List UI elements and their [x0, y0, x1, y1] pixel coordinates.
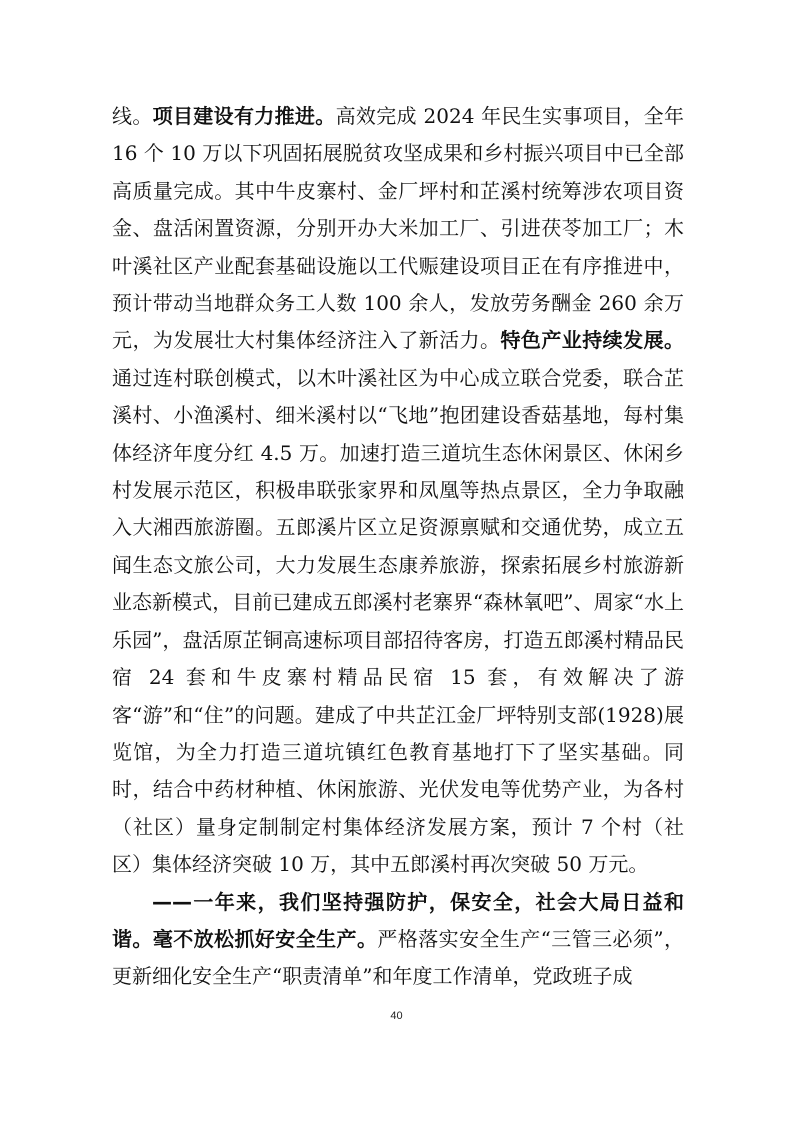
text-run: 通过连村联创模式，以木叶溪社区为中心成立联合党委，联合芷溪村、小渔溪村、细米溪村以“飞地”抱团建设香菇基地，每村集体经济年度分红 4.5 万。加速打造三道坑生态休闲景区、休闲乡村发展示范区，积极串联张家界和凤凰等热点景区，全力争取融入大湘西旅游圈。五郎溪片区立足资源禀赋和交通优势，成立五闻生态文旅公司，大力发展生态康养旅游，探索拓展乡村旅游新业态新模式，目前已建成五郎溪村老寨界“森林氧吧”、周家“水上乐园”，盘活原芷铜高速标项目部招待客房，打造五郎溪村精品民宿 24 套和牛皮寨村精品民宿 15 套，有效解决了游客“游”和“住”的问题。建成了中共芷江金厂坪特别支部(1928)展览馆，为全力打造三道坑镇红色教育基地打下了坚实基础。同时，结合中药材种植、休闲旅游、光伏发电等优势产业，为各村（社区）量身定制制定村集体经济发展方案，预计 7 个村（社区）集体经济突破 10 万，其中五郎溪村再次突破 50 万元。: [112, 365, 684, 877]
text-run: 严格落实安全生产“三管三必须”，更新细化安全生产“职责清单”和年度工作清单，党政班子成: [112, 926, 685, 989]
bold-heading-featured-industry: 特色产业持续发展。: [500, 328, 685, 353]
page-number: 40: [390, 1010, 403, 1022]
bold-heading-project-construction: 项目建设有力推进。: [152, 104, 336, 128]
body-text: [112, 98, 684, 996]
paragraph-2: [112, 884, 684, 996]
paragraph-1: [112, 98, 684, 884]
text-run: 线。: [112, 104, 153, 128]
bold-heading-safety: ——一年来，我们坚持强防护，保安全，社会大局日益和谐。毫不放松抓好安全生产。: [112, 889, 684, 951]
text-run: 高效完成 2024 年民生实事项目，全年 16 个 10 万以下巩固拓展脱贫攻坚成果和乡村振兴项目中已全部高质量完成。其中牛皮寨村、金厂坪村和芷溪村统筹涉农项目资金、盘活闲置资源，分别开办大米加工厂、引进茯苓加工厂；木叶溪社区产业配套基础设施以工代赈建设项目正在有序推进中，预计带动当地群众务工人数 100 余人，发放劳务酬金 260 余万元，为发展壮大村集体经济注入了新活力。: [112, 104, 685, 353]
